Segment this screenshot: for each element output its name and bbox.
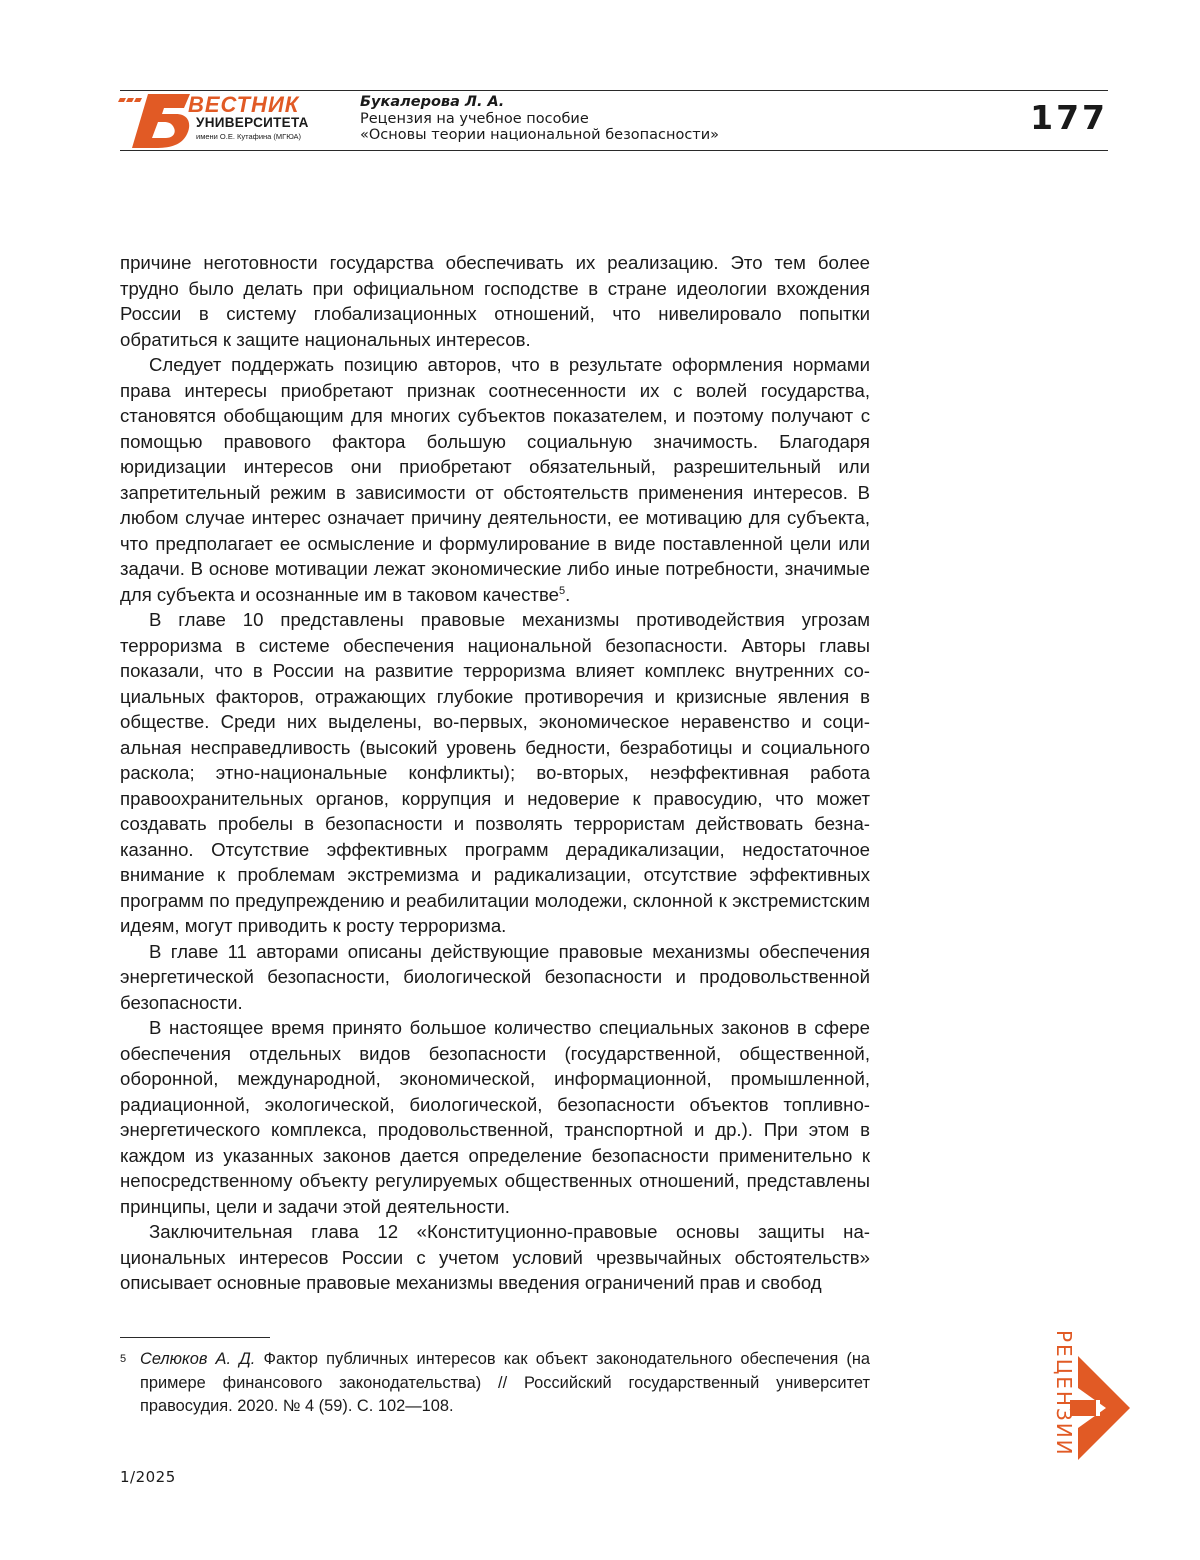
header-subtitle-2: «Основы теории национальной безопасности»: [360, 127, 920, 144]
journal-logo[interactable]: [118, 92, 323, 152]
footnote-author: Селюков А. Д.: [140, 1350, 255, 1368]
paragraph: причине неготовности государства обеспечивать их реализацию. Это тем более трудно было делать при официальном господстве в стране идеологии вхожде­ния России в систему глобализационных отношений, что нивелировало попытки обратиться к защите национальных интересов.: [120, 250, 870, 352]
footnote-citation: Фактор публичных интересов как объект законодательного обеспечения (на примере финансового законодательства) // Российский государственный универси­тет правосудия. 2020. № 4 (59). С. 102—108.: [140, 1350, 870, 1415]
header-author: Букалерова Л. А.: [360, 94, 920, 111]
header-subtitle-1: Рецензия на учебное пособие: [360, 111, 920, 128]
paragraph: В главе 10 представлены правовые механизмы противодействия угрозам терроризма в системе обеспечения национальной безопасности. Авторы главы показали, что в России на развитие терроризма влияет комплекс внутренних со­циальных факторов, отражающих глубокие противоречия и кризисные явления в обществе. Среди них выделены, во-первых, экономическое неравенство и соци­альная несправедливость (высокий уровень бедности, безработицы и социаль­ного раскола; этно-национальные конфликты); во-вторых, неэффективная работа правоохранительных органов, коррупция и недоверие к правосудию, что может создавать пробелы в безопасности и позволять террористам действовать безна­казанно. Отсутствие эффективных программ дерадикализации, недостаточное внимание к проблемам экстремизма и радикализации, отсутствие эффективных программ по предупреждению и реабилитации молодежи, склонной к экстремист­ским идеям, могут приводить к росту терроризма.: [120, 607, 870, 939]
paragraph: В настоящее время принято большое количество специальных законов в сфе­ре обеспечения отдельных видов безопасности (государственной, общественной, оборонной, международной, экономической, информационной, промышленной, радиационной, экологической, биологической, безопасности объектов топливно-энергетического комплекса, продовольственной, транспортной и др.). При этом в каждом из указанных законов дается определение безопасности применительно к непосредственному объекту регулируемых общественных отношений, пред­ставлены принципы, цели и задачи этой деятельности.: [120, 1015, 870, 1219]
paragraph: Заключительная глава 12 «Конституционно-правовые основы защиты на­циональных интересов России с учетом условий чрезвычайных обстоятельств» описывает основные правовые механизмы введения ограничений прав и свобод: [120, 1219, 870, 1296]
footnote: [120, 1348, 870, 1419]
running-header: [360, 94, 920, 144]
footnote-ref[interactable]: 5: [559, 584, 565, 596]
section-label: РЕЦЕНЗИИ: [1052, 1330, 1076, 1457]
article-body: [120, 250, 870, 1296]
paragraph: [120, 352, 870, 607]
header-top-rule: [120, 90, 1108, 91]
page-number: 177: [1030, 98, 1108, 137]
logo-word-kutafin: имени О.Е. Кутафина (МГЮА): [196, 132, 301, 141]
footnote-text: [140, 1348, 870, 1419]
logo-emblem-icon: [118, 92, 198, 152]
logo-word-university: УНИВЕРСИТЕТА: [196, 116, 309, 130]
section-arrow-icon: [1070, 1356, 1130, 1460]
paragraph-text: Следует поддержать позицию авторов, что в результате оформления нор­мами права интересы приобретают признак соотнесенности их с волей государ­ства, становятся обобщающим для многих субъектов показателем, и поэтому получают с помощью правового фактора большую социальную значимость. Благодаря юридизации интересов они приобретают обязательный, разреши­тельный или запретительный режим в зависимости от обстоятельств приме­нения интересов. В любом случае интерес означает причину деятельности, ее мотивацию для субъекта, что предполагает ее осмысление и формулирование в виде поставленной цели или задачи. В основе мотивации лежат экономиче­ские либо иные потребности, значимые для субъекта и осознанные им в тако­вом качестве: [120, 354, 870, 605]
footnote-rule: [120, 1337, 270, 1338]
issue-number: 1/2025: [120, 1468, 176, 1486]
logo-word-vestnik: ВЕСТНИК: [188, 94, 299, 116]
paragraph-period: .: [565, 584, 570, 605]
footnote-number: 5: [120, 1348, 126, 1372]
paragraph: В главе 11 авторами описаны действующие правовые механизмы обеспече­ния энергетической безопасности, биологической безопасности и продоволь­ственной безопасности.: [120, 939, 870, 1016]
